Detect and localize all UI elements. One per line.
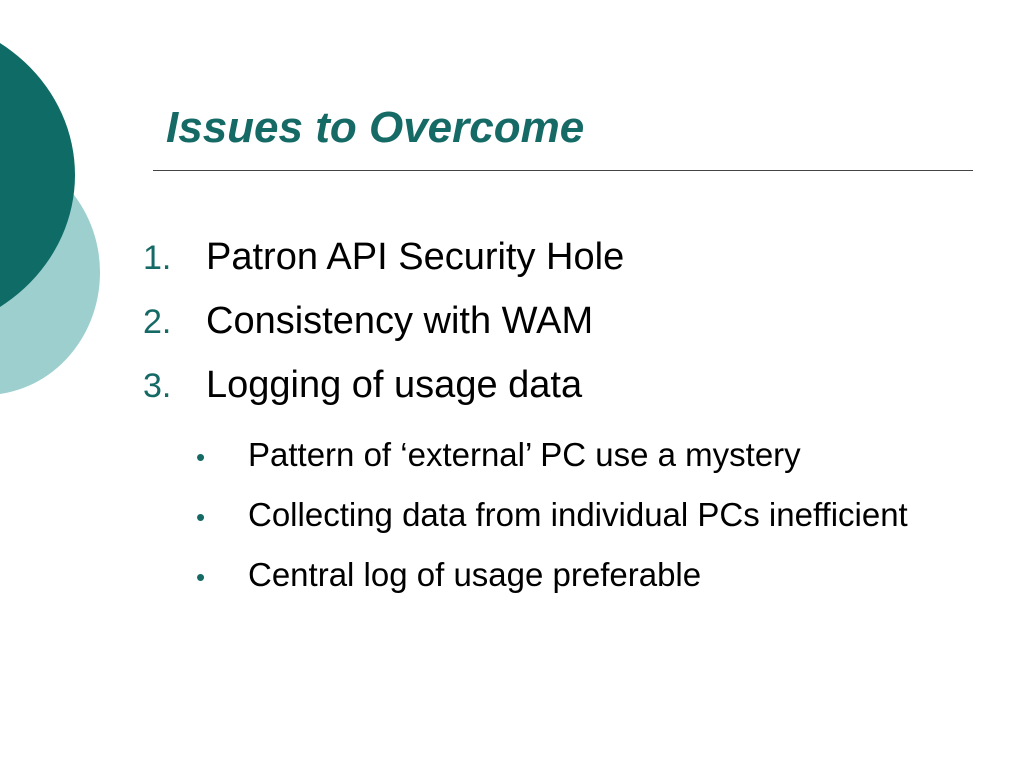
list-number: 2. [143, 303, 172, 341]
list-item-text: Patron API Security Hole [206, 236, 625, 278]
list-number: 3. [143, 367, 172, 405]
numbered-list-item [143, 236, 983, 300]
sub-bullet-text: Central log of usage preferable [248, 556, 702, 593]
sub-bullet-item [196, 552, 956, 600]
sub-bullet-item [196, 492, 956, 540]
numbered-list-item [143, 300, 983, 364]
sub-bullet-text: Pattern of ‘external’ PC use a mystery [248, 436, 801, 473]
sub-bullet-text: Collecting data from individual PCs inefficient [248, 496, 908, 533]
bullet-icon: • [196, 502, 206, 532]
list-number: 1. [143, 239, 172, 277]
list-item-text: Consistency with WAM [206, 300, 594, 342]
bullet-icon: • [196, 442, 206, 472]
title-divider [153, 170, 973, 171]
numbered-list-item [143, 364, 983, 428]
list-item-text: Logging of usage data [206, 364, 583, 406]
sub-bullet-list [196, 432, 956, 612]
sub-bullet-item [196, 432, 956, 480]
bullet-icon: • [196, 562, 206, 592]
slide-title: Issues to Overcome [166, 103, 585, 152]
numbered-list [143, 236, 983, 428]
